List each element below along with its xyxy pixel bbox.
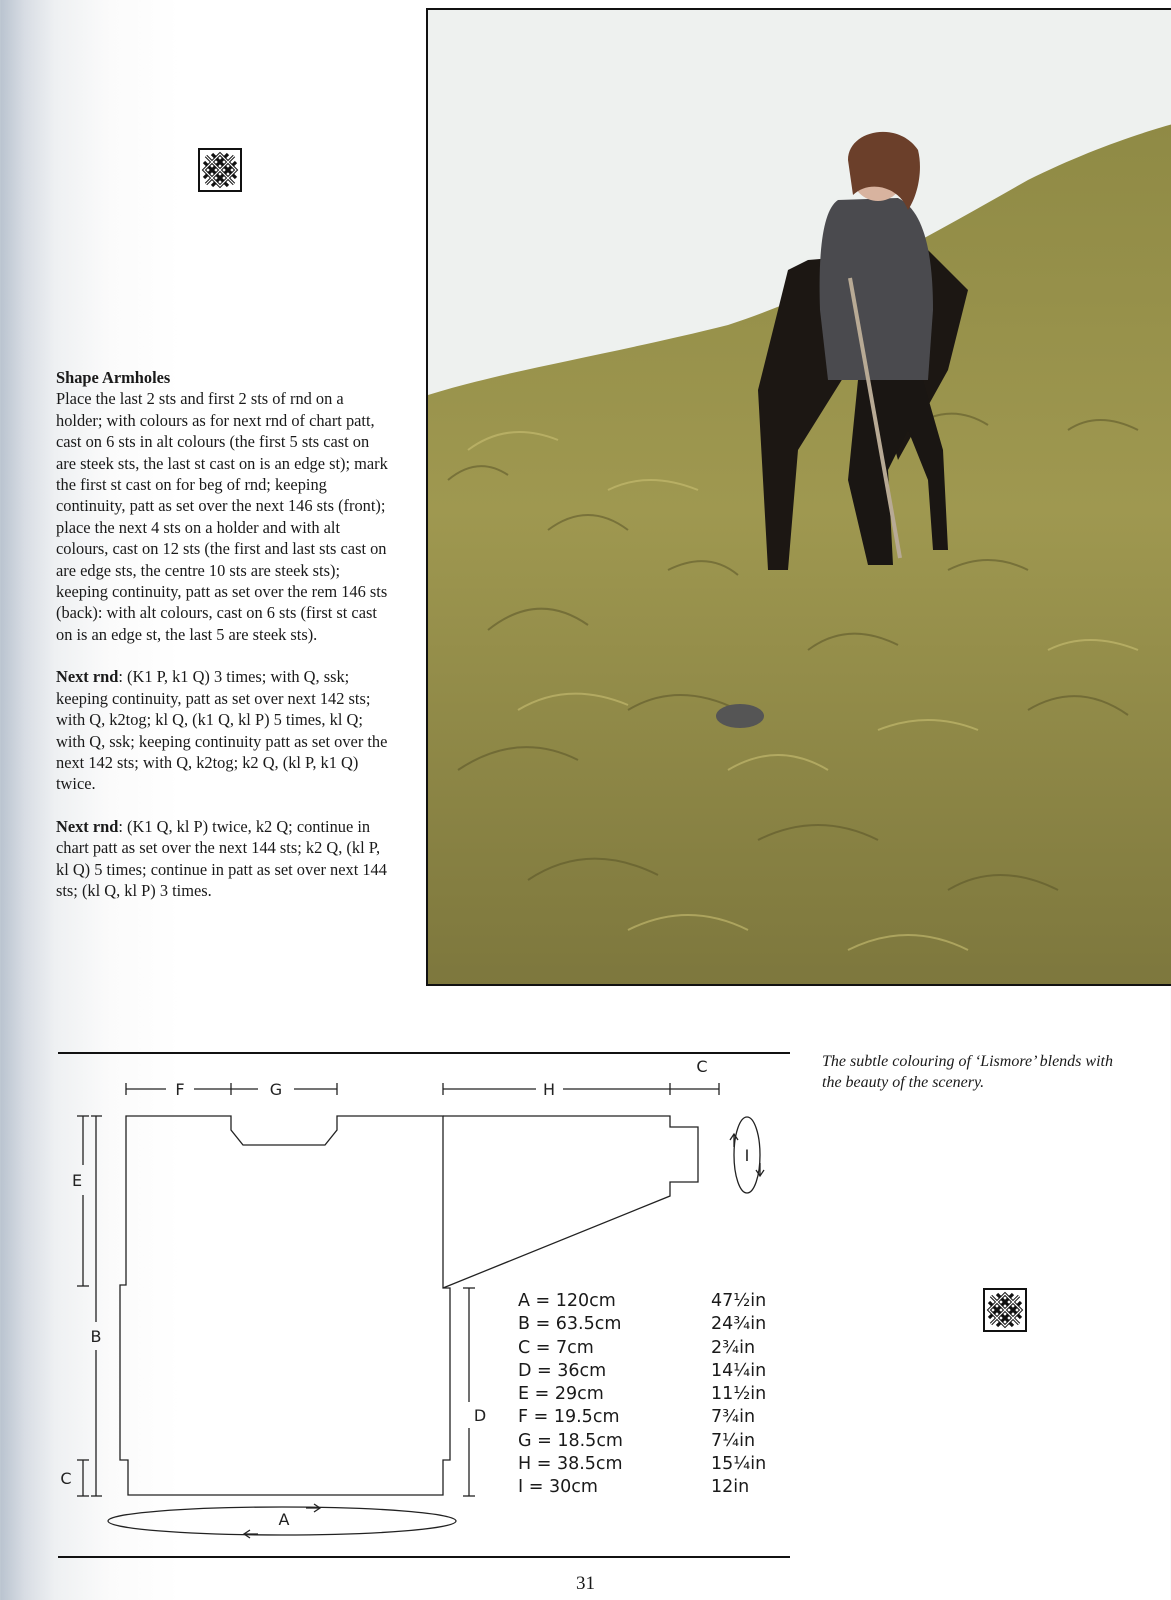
measurement-row bbox=[518, 1313, 766, 1336]
dim-label-e: E bbox=[71, 1171, 83, 1190]
dim-label-i: I bbox=[744, 1146, 750, 1165]
measurement-row bbox=[518, 1430, 766, 1453]
measurement-row bbox=[518, 1360, 766, 1383]
metric-value: I = 30cm bbox=[518, 1477, 598, 1498]
imperial-value: 47½in bbox=[710, 1291, 767, 1311]
next-round-label: Next rnd bbox=[56, 816, 119, 836]
metric-value: G = 18.5cm bbox=[518, 1430, 623, 1451]
dim-label-h: H bbox=[542, 1080, 556, 1099]
dim-label-c: C bbox=[60, 1469, 72, 1488]
shape-armholes-paragraph: Place the last 2 sts and first 2 sts of rnd on a holder; with colours as for next rnd of chart patt, cast on 6 sts in alt colours (the first 5 sts cast on are steek sts, the last st cast on is an edge st); mark the first st cast on for beg of rnd; keeping continuity, patt as set over the next 146 sts (front); place the next 4 sts on a holder and with alt colours, cast on 12 sts (the first and last sts cast on are edge sts, the centre 10 sts are steek sts); keeping continuity, patt as set over the rem 146 sts (back): with alt colours, cast on 6 sts (first st cast on is an edge st, the last 5 are steek sts). bbox=[56, 389, 388, 644]
imperial-value: 7¾in bbox=[710, 1407, 756, 1428]
imperial-value: 12in bbox=[710, 1477, 750, 1498]
measurement-row bbox=[518, 1337, 766, 1360]
imperial-value: 14¼in bbox=[710, 1360, 767, 1381]
instructions-column bbox=[56, 367, 391, 922]
measurement-row bbox=[518, 1383, 766, 1406]
imperial-value: 15¼in bbox=[710, 1454, 767, 1475]
imperial-value: 24¾in bbox=[710, 1314, 767, 1335]
metric-value: F = 19.5cm bbox=[518, 1407, 620, 1428]
photo-caption: The subtle colouring of ‘Lismore’ blends with the beauty of the scenery. bbox=[822, 1053, 1113, 1091]
section-heading: Shape Armholes bbox=[56, 368, 171, 387]
imperial-value: 7¼in bbox=[710, 1430, 756, 1451]
dim-label-a: A bbox=[278, 1510, 290, 1529]
metric-value: D = 36cm bbox=[518, 1360, 607, 1381]
page-number: 31 bbox=[576, 1573, 595, 1594]
next-round-text: : (K1 Q, kl P) twice, k2 Q; continue in chart patt as set over the next 144 sts; k2 Q, (kl P, kl Q) 5 times; continue in patt as set over next 144 sts; (kl Q, kl P) 3 times. bbox=[56, 816, 387, 900]
celtic-knot-icon bbox=[198, 148, 242, 192]
hillside-photograph bbox=[426, 8, 1171, 986]
dim-label-b: B bbox=[90, 1327, 102, 1346]
metric-value: H = 38.5cm bbox=[518, 1454, 623, 1475]
dim-label-f: F bbox=[175, 1080, 185, 1099]
measurement-row bbox=[518, 1476, 766, 1499]
imperial-value: 11½in bbox=[710, 1384, 767, 1405]
next-round-paragraph bbox=[56, 816, 391, 902]
measurement-row bbox=[518, 1406, 766, 1429]
dim-label-d: D bbox=[473, 1406, 487, 1425]
measurement-row bbox=[518, 1453, 766, 1476]
metric-value: A = 120cm bbox=[518, 1291, 616, 1311]
metric-value: E = 29cm bbox=[518, 1384, 604, 1405]
bottom-divider bbox=[58, 1556, 790, 1558]
dim-label-g: G bbox=[269, 1080, 283, 1099]
metric-value: B = 63.5cm bbox=[518, 1314, 622, 1335]
next-round-text: : (K1 P, k1 Q) 3 times; with Q, ssk; keeping continuity, patt as set over next 142 sts; with Q, k2tog; kl Q, (k1 Q, kl P) 5 times, kl Q; with Q, ssk; keeping continuity patt as set over the next 142 sts; with Q, k2tog; k2 Q, (kl P, k1 Q) twice. bbox=[56, 667, 388, 794]
metric-value: C = 7cm bbox=[518, 1337, 594, 1358]
measurements-table bbox=[518, 1290, 766, 1500]
next-round-paragraph bbox=[56, 666, 391, 794]
imperial-value: 2¾in bbox=[710, 1337, 756, 1358]
celtic-knot-icon bbox=[983, 1288, 1027, 1332]
dim-label-c-sleeve: C bbox=[696, 1057, 708, 1076]
next-round-label: Next rnd bbox=[56, 667, 119, 687]
measurement-row bbox=[518, 1290, 766, 1313]
